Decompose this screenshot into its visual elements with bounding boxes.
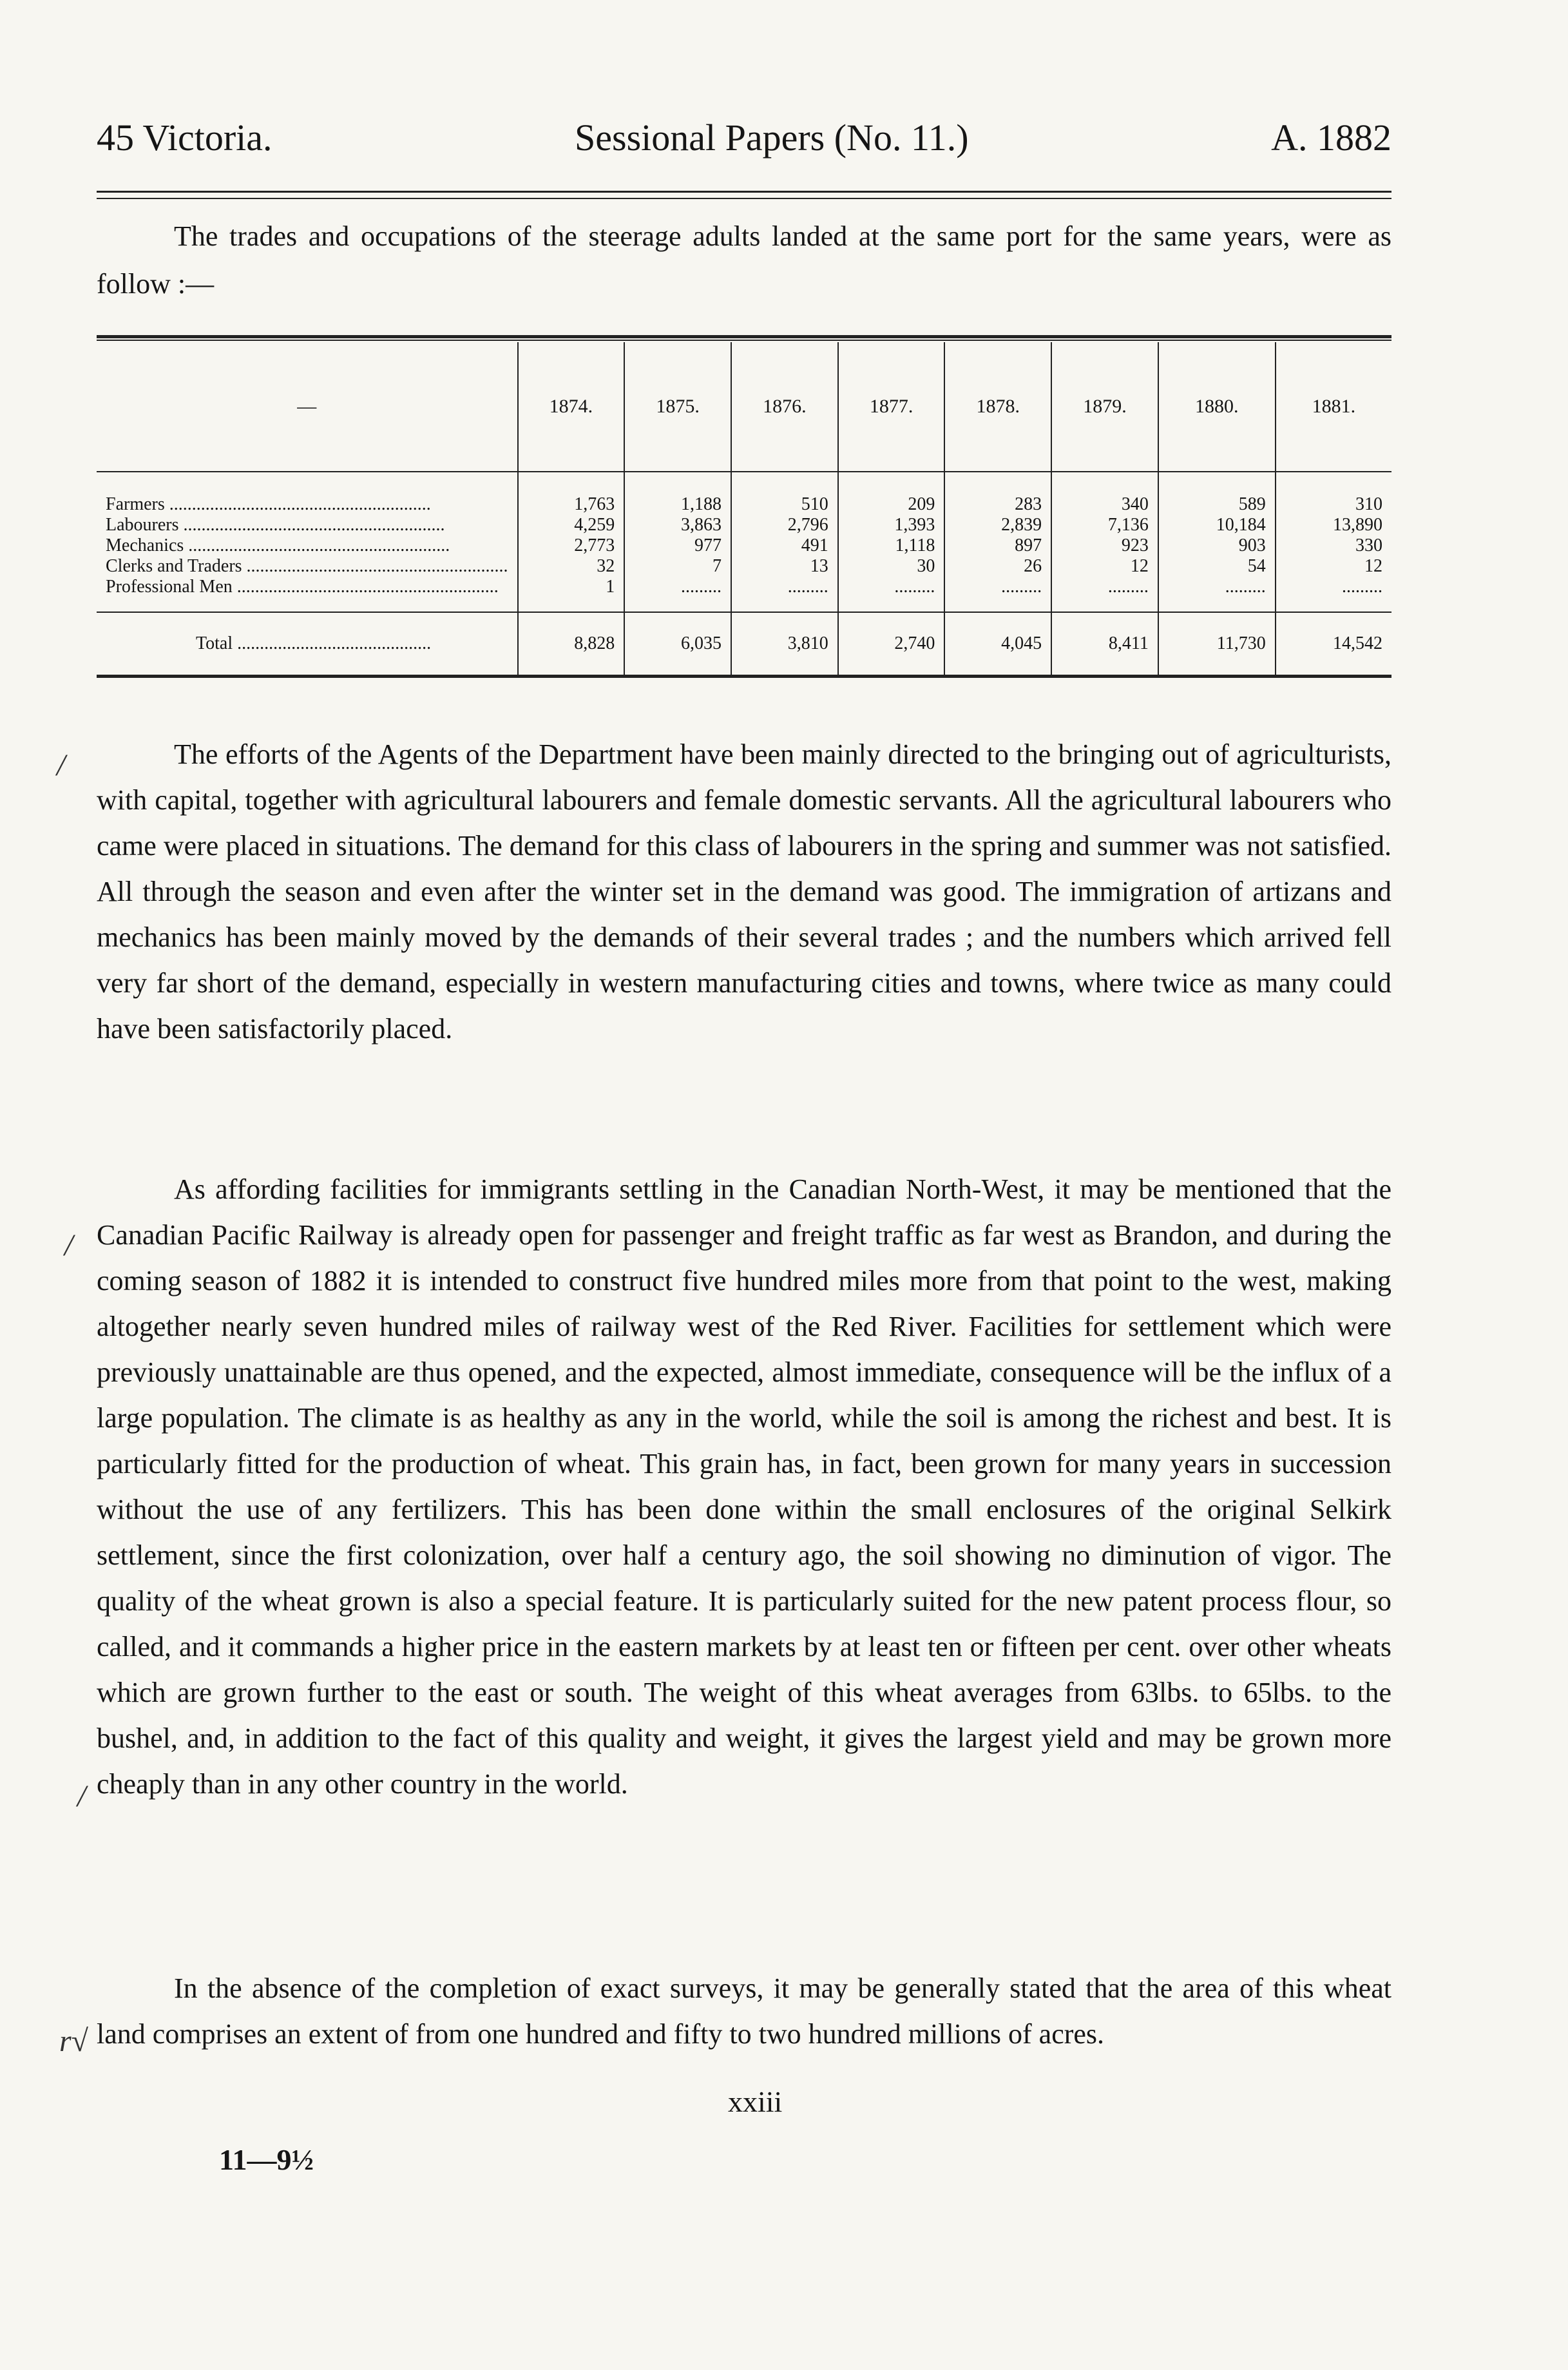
- category-label: Mechanics .....: [106, 535, 508, 556]
- year-header: 1876.: [731, 342, 838, 472]
- year-header: 1875.: [624, 342, 731, 472]
- table-cell: 12: [1130, 556, 1149, 576]
- table-cell: 1,763: [574, 494, 615, 514]
- total-cell: 11,730: [1158, 612, 1276, 675]
- header-right: A. 1882: [1271, 117, 1391, 159]
- year-header: 1874.: [518, 342, 625, 472]
- table-cell: 2,773: [574, 535, 615, 555]
- table-cell: 26: [1024, 556, 1042, 576]
- total-cell: 8,411: [1051, 612, 1158, 675]
- table-cell: .........: [1225, 577, 1266, 597]
- table-header-row: [97, 342, 1391, 472]
- table-cell: 7,136: [1107, 515, 1149, 535]
- year-column-1878: [944, 472, 1051, 612]
- table-cell: 1,393: [894, 515, 935, 535]
- total-cell: 3,810: [731, 612, 838, 675]
- table-cell: 209: [908, 494, 935, 514]
- total-cell: 8,828: [518, 612, 625, 675]
- total-row: [97, 612, 1391, 675]
- table-cell: 7: [712, 556, 722, 576]
- table-cell: 54: [1247, 556, 1266, 576]
- signature-mark: 11—9½: [219, 2143, 314, 2176]
- year-column-1875: [624, 472, 731, 612]
- body-paragraph: In the absence of the completion of exact surveys, it may be generally stated that the area of this wheat land comprises an extent of from one hundred and fifty to two hundred millions of acres.: [97, 1972, 1391, 2050]
- year-header: 1879.: [1051, 342, 1158, 472]
- table-cell: 13,890: [1333, 515, 1382, 535]
- intro-paragraph: The trades and occupations of the steerage adults landed at the same port for the same years, were as follow :—: [97, 220, 1391, 300]
- category-label: Clerks and Traders .....: [106, 556, 508, 577]
- table-cell: 491: [801, 535, 828, 555]
- table-cell: 510: [801, 494, 828, 514]
- margin-check-mark: r√: [59, 2024, 89, 2058]
- table-cell: 13: [810, 556, 828, 576]
- header-center: Sessional Papers (No. 11.): [575, 117, 969, 159]
- table-cell: 340: [1121, 494, 1149, 514]
- total-label: Total .....: [106, 633, 508, 654]
- year-header: 1881.: [1276, 342, 1391, 472]
- table-cell: .........: [787, 577, 828, 597]
- header-left: 45 Victoria.: [97, 117, 272, 159]
- category-column: [97, 472, 518, 612]
- year-header: 1880.: [1158, 342, 1276, 472]
- year-column-1874: [518, 472, 625, 612]
- margin-check-mark: /: [64, 1228, 73, 1262]
- table-cell: 2,796: [787, 515, 828, 535]
- table-cell: 330: [1355, 535, 1382, 555]
- total-cell: 4,045: [944, 612, 1051, 675]
- table-cell: 12: [1364, 556, 1382, 576]
- category-label: Professional Men .....: [106, 577, 508, 597]
- category-label: Farmers .....: [106, 494, 508, 515]
- header-rule: [97, 191, 1391, 199]
- year-column-1879: [1051, 472, 1158, 612]
- margin-check-mark: /: [57, 748, 66, 782]
- table-row: [97, 472, 1391, 612]
- table-cell: 977: [694, 535, 722, 555]
- table-cell: 32: [597, 556, 615, 576]
- year-column-1880: [1158, 472, 1276, 612]
- table-cell: .........: [680, 577, 722, 597]
- body-paragraph: The efforts of the Agents of the Department have been mainly directed to the bringing out of agriculturists, with capital, together with agricultural labourers and female domestic servants. All the agricultural labourers who came were placed in situations. The demand for this class of labourers in the spring and summer was not satisfied. All through the season and even after the winter set in the demand was good. The immigration of artizans and mechanics has been mainly moved by the demands of their several trades ; and the numbers which arrived fell very far short of the demand, especially in western manufacturing cities and towns, where twice as many could have been satisfactorily placed.: [97, 738, 1391, 1045]
- year-header: 1878.: [944, 342, 1051, 472]
- year-column-1881: [1276, 472, 1391, 612]
- table-cell: .........: [1342, 577, 1382, 597]
- table-cell: 283: [1015, 494, 1042, 514]
- table-cell: 3,863: [680, 515, 722, 535]
- table-cell: 903: [1238, 535, 1266, 555]
- year-column-1876: [731, 472, 838, 612]
- table-cell: .........: [1107, 577, 1149, 597]
- occupations-table: [97, 335, 1391, 678]
- page-number: xxiii: [728, 2085, 783, 2118]
- table-corner-cell: —: [97, 342, 518, 472]
- table-cell: 1: [606, 577, 615, 597]
- table-cell: 1,118: [895, 535, 935, 555]
- table-cell: 2,839: [1001, 515, 1042, 535]
- year-column-1877: [838, 472, 945, 612]
- table-cell: .........: [1001, 577, 1042, 597]
- year-header: 1877.: [838, 342, 945, 472]
- table-cell: 589: [1238, 494, 1266, 514]
- category-label: Labourers .....: [106, 515, 508, 535]
- table-cell: 4,259: [574, 515, 615, 535]
- total-cell: 14,542: [1276, 612, 1391, 675]
- total-cell: 6,035: [624, 612, 731, 675]
- page-header: [97, 116, 1391, 159]
- table-cell: 30: [917, 556, 935, 576]
- table-cell: .........: [894, 577, 935, 597]
- table-cell: 10,184: [1216, 515, 1266, 535]
- total-label-cell: [97, 612, 518, 675]
- table-cell: 310: [1355, 494, 1382, 514]
- table-cell: 923: [1121, 535, 1149, 555]
- table-cell: 1,188: [680, 494, 722, 514]
- body-paragraph: As affording facilities for immigrants settling in the Canadian North-West, it may be mentioned that the Canadian Pacific Railway is already open for passenger and freight traffic as far west as Brandon, and during the coming season of 1882 it is intended to construct five hundred miles more from that point to the west, making altogether nearly seven hundred miles of railway west of the Red River. Facilities for settlement which were previously unattainable are thus opened, and the expected, almost immediate, consequence will be the influx of a large population. The climate is as healthy as any in the world, while the soil is among the richest and best. It is particularly fitted for the production of wheat. This grain has, in fact, been grown for many years in succession without the use of any fertilizers. This has been done within the small enclosures of the original Selkirk settlement, since the first colonization, over half a century ago, the soil showing no diminution of vigor. The quality of the wheat grown is also a special feature. It is particularly suited for the new patent process flour, so called, and it commands a higher price in the eastern markets by at least ten or fifteen per cent. over other wheats which are grown further to the east or south. The weight of this wheat averages from 63lbs. to 65lbs. to the bushel, and, in addition to the fact of this quality and weight, it gives the largest yield and may be grown more cheaply than in any other country in the world.: [97, 1173, 1391, 1800]
- total-cell: 2,740: [838, 612, 945, 675]
- margin-check-mark: /: [77, 1779, 86, 1813]
- table-cell: 897: [1015, 535, 1042, 555]
